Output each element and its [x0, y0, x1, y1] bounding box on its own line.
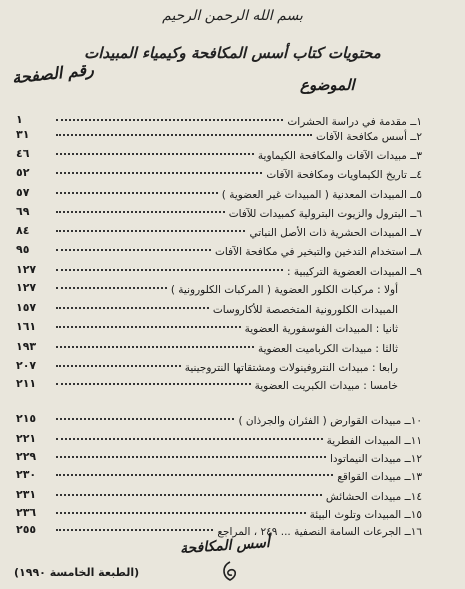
toc-entry: [52, 243, 422, 260]
toc-entry-title: ثالثا : مبيدات الكرباميت العضوية: [257, 342, 398, 355]
toc-page-number: ٩٥: [16, 243, 30, 256]
toc-page-number: ٥٧: [16, 186, 30, 199]
toc-page-number: ٢٣١: [16, 488, 37, 501]
toc-entry-title: ١٣ــ مبيدات القواقع: [337, 470, 422, 483]
toc-entry: [52, 166, 422, 183]
edition-note: (الطبعة الخامسة ١٩٩٠): [14, 566, 140, 579]
dot-leader: [56, 307, 209, 309]
toc-page-number: ٢٠٧: [16, 359, 37, 372]
dot-leader: [56, 512, 306, 514]
toc-entry: [52, 263, 422, 280]
toc-page-number: ١٩٣: [16, 340, 37, 353]
toc-entry: [52, 377, 398, 394]
dot-leader: [56, 494, 322, 496]
toc-page-number: ٢٥٥: [16, 523, 37, 536]
toc-page-number: ٣١: [16, 128, 30, 141]
dot-leader: [56, 269, 283, 271]
toc-entry: [52, 506, 422, 523]
toc-entry-title: ١٠ــ مبيدات القوارض ( الفئران والجرذان ): [238, 414, 422, 427]
toc-page-number: ٦٩: [16, 205, 30, 218]
toc-page-number: ١٦١: [16, 320, 37, 333]
toc-entry: [52, 205, 422, 222]
toc-entry: [52, 340, 398, 357]
toc-entry-title: ثانيا : المبيدات الفوسفورية العضوية: [244, 322, 398, 335]
toc-entry-title: خامسا : مبيدات الكبريت العضوية: [254, 379, 398, 392]
toc-entry-title: ٥ــ المبيدات المعدنية ( المبيدات غير العضوية ): [221, 188, 422, 201]
toc-entry-title: ١٥ــ المبيدات وتلوث البيئة: [309, 508, 422, 521]
toc-entry-title: ١ــ مقدمة في دراسة الحشرات: [287, 115, 422, 128]
toc-entry-title: ٤ــ تاريخ الكيماويات ومكافحة الآفات: [266, 168, 422, 181]
dot-leader: [56, 211, 225, 213]
toc-page-number: ١: [16, 113, 23, 126]
toc-entry: [52, 186, 422, 203]
toc-entry: [52, 281, 398, 298]
toc-entry: [52, 488, 422, 505]
toc-entry-title: رابعا : مبيدات النتروفينولات ومشتقاتها النتروجينية: [184, 361, 398, 374]
toc-entry-title: ١٢ــ مبيدات النيماتودا: [329, 452, 422, 465]
toc-entry: [52, 432, 422, 449]
toc-page-number: ٢٣٠: [16, 468, 37, 481]
toc-page-number: ٢١٥: [16, 412, 37, 425]
toc-entry: [52, 450, 422, 467]
toc-entry-title: ١٦ــ الجرعات السامة النصفية ... ٢٤٩ ، المراجع: [217, 525, 422, 538]
toc-entry-title: المبيدات الكلورونية المتخصصة للأكاروسات: [212, 303, 398, 316]
topic-column-heading: الموضوع: [300, 76, 355, 94]
dot-leader: [56, 153, 254, 155]
toc-page-number: ٢٢٩: [16, 450, 37, 463]
toc-entry-title: ١١ــ المبيدات الفطرية: [326, 434, 422, 447]
dot-leader: [56, 119, 283, 121]
toc-entry-title: ٩ــ المبيدات العضوية التركيبية :: [287, 265, 422, 278]
dot-leader: [56, 418, 234, 420]
toc-page-number: ١٢٧: [16, 281, 37, 294]
toc-page-number: ١٢٧: [16, 263, 37, 276]
dot-leader: [56, 456, 326, 458]
toc-page-number: ٢١١: [16, 377, 37, 390]
toc-entry: [52, 359, 398, 376]
signature-flourish-icon: [218, 560, 242, 582]
book-title: محتويات كتاب أسس المكافحة وكيمياء المبيدات: [84, 44, 381, 62]
dot-leader: [56, 529, 213, 531]
basmala-heading: بسم الله الرحمن الرحيم: [162, 8, 303, 24]
dot-leader: [56, 326, 241, 328]
dot-leader: [56, 249, 211, 251]
dot-leader: [56, 365, 181, 367]
toc-entry: [52, 468, 422, 485]
dot-leader: [56, 172, 262, 174]
toc-entry: [52, 301, 398, 318]
dot-leader: [56, 192, 218, 194]
dot-leader: [56, 346, 254, 348]
toc-entry-title: ٢ــ أسس مكافحة الآفات: [316, 130, 422, 143]
toc-page-number: ٤٦: [16, 147, 30, 160]
toc-page-number: ٥٢: [16, 166, 30, 179]
toc-entry-title: ١٤ــ مبيدات الحشائش: [325, 490, 422, 503]
toc-entry-title: ٧ــ المبيدات الحشرية ذات الأصل النباتي: [249, 226, 422, 239]
dot-leader: [56, 134, 312, 136]
toc-entry-title: ٦ــ البترول والزيوت البترولية كمبيدات للآفات: [228, 207, 422, 220]
dot-leader: [56, 438, 323, 440]
toc-page-number: ٢٢١: [16, 432, 37, 445]
toc-entry-title: ٨ــ استخدام التدخين والتبخير في مكافحة الآفات: [215, 245, 422, 258]
page-number-column-heading: رقم الصفحة: [11, 59, 95, 88]
toc-entry: [52, 147, 422, 164]
handwritten-signature-text: أسس المكافحة: [179, 534, 271, 558]
dot-leader: [56, 383, 251, 385]
toc-entry: [52, 412, 422, 429]
toc-page-number: ١٥٧: [16, 301, 37, 314]
dot-leader: [56, 230, 245, 232]
toc-page-number: ٢٣٦: [16, 506, 37, 519]
toc-entry: [52, 128, 422, 145]
toc-entry-title: ٣ــ مبيدات الآفات والمكافحة الكيماوية: [257, 149, 422, 162]
toc-entry: [52, 320, 398, 337]
toc-entry-title: أولا : مركبات الكلور العضوية ( المركبات الكلورونية ): [170, 283, 398, 296]
toc-page-number: ٨٤: [16, 224, 30, 237]
dot-leader: [56, 287, 167, 289]
toc-entry: [52, 224, 422, 241]
dot-leader: [56, 474, 333, 476]
